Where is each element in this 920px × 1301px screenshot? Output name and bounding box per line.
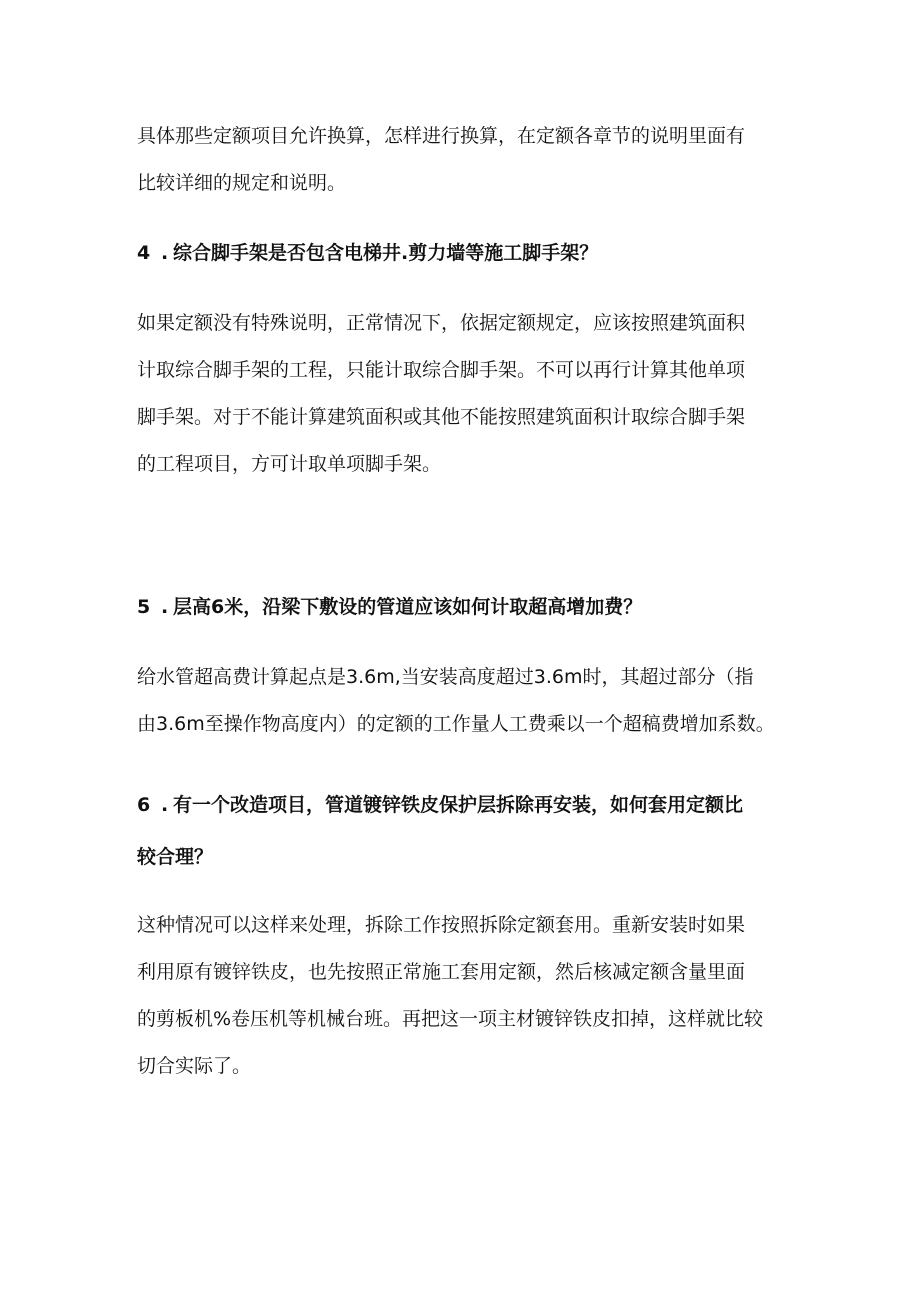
answer-4-line-1: 如果定额没有特殊说明，正常情况下，依据定额规定，应该按照建筑面积 <box>137 312 746 334</box>
answer-6-line-2: 利用原有镀锌铁皮，也先按照正常施工套用定额，然后核减定额含量里面 <box>137 961 746 983</box>
intro-line-1: 具体那些定额项目允许换算，怎样进行换算，在定额各章节的说明里面有 <box>137 125 746 147</box>
question-4-dot: . <box>161 242 169 264</box>
question-5-number: 5 <box>137 596 151 618</box>
answer-4-line-4: 的工程项目，方可计取单项脚手架。 <box>137 453 442 475</box>
question-5-dot: . <box>161 596 169 618</box>
answer-4-line-3: 脚手架。对于不能计算建筑面积或其他不能按照建筑面积计取综合脚手架 <box>137 406 746 428</box>
intro-line-2: 比较详细的规定和说明。 <box>137 172 347 194</box>
question-6-number: 6 <box>137 794 151 816</box>
question-4-number: 4 <box>137 242 151 264</box>
question-6-title-line-1: 有一个改造项目，管道镀锌铁皮保护层拆除再安装，如何套用定额比 <box>173 794 744 816</box>
answer-6-line-1: 这种情况可以这样来处理，拆除工作按照拆除定额套用。重新安装时如果 <box>137 914 746 936</box>
question-4-title: 综合脚手架是否包含电梯井.剪力墙等施工脚手架？ <box>173 242 599 264</box>
question-5-heading <box>137 592 797 622</box>
question-4-heading <box>137 238 797 268</box>
question-6-heading <box>137 790 797 820</box>
answer-5-line-2: 由3.6m至操作物高度内）的定额的工作量人工费乘以一个超稿费增加系数。 <box>137 713 775 735</box>
answer-5-line-1: 给水管超高费计算起点是3.6m,当安装高度超过3.6m时，其超过部分（指 <box>137 666 754 688</box>
answer-6-line-3: 的剪板机%卷压机等机械台班。再把这一项主材镀锌铁皮扣掉，这样就比较 <box>137 1008 764 1030</box>
answer-4-line-2: 计取综合脚手架的工程，只能计取综合脚手架。不可以再行计算其他单项 <box>137 359 746 381</box>
question-6-title-line-2: 较合理？ <box>137 846 214 868</box>
question-6-dot: . <box>161 794 169 816</box>
answer-6-line-4: 切合实际了。 <box>137 1055 252 1077</box>
question-5-title: 层高6米，沿梁下敷设的管道应该如何计取超高增加费？ <box>173 596 643 618</box>
